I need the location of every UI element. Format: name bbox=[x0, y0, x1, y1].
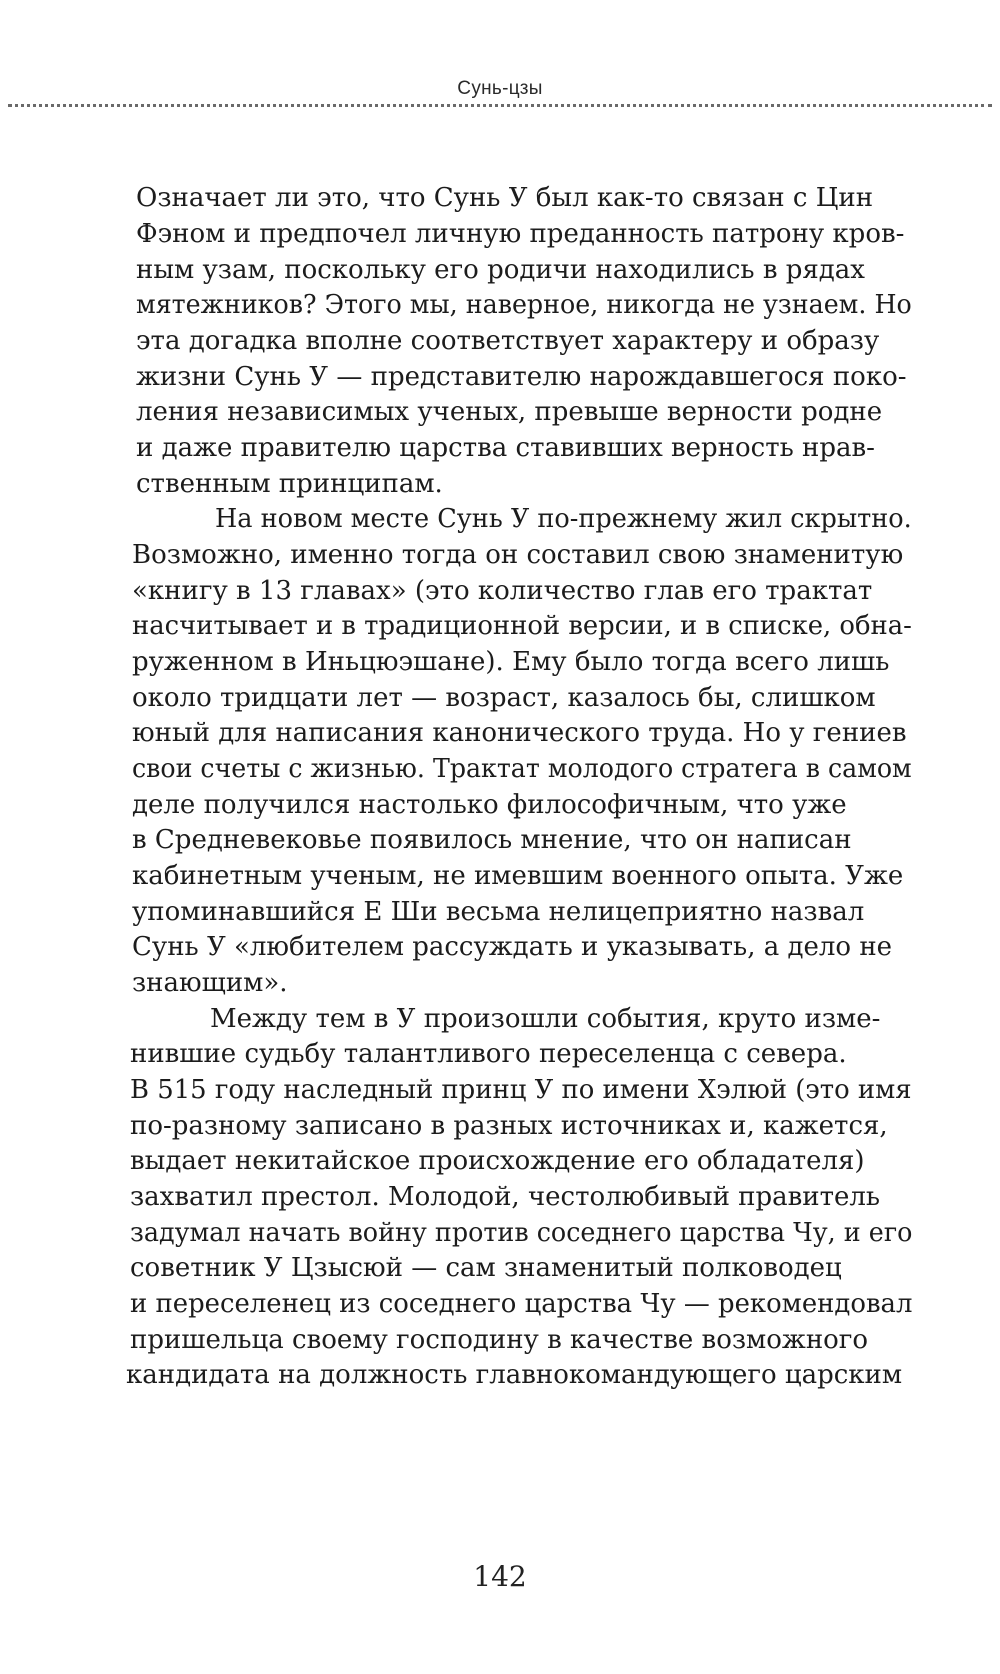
text-line: пришельца своему господину в качестве возможного bbox=[130, 1325, 869, 1355]
text-line: свои счеты с жизнью. Трактат молодого стратега в самом bbox=[132, 754, 912, 784]
text-line: мятежников? Этого мы, наверное, никогда не узнаем. Но bbox=[136, 290, 912, 320]
text-line: захватил престол. Молодой, честолюбивый правитель bbox=[130, 1182, 881, 1212]
header-dotted-rule bbox=[8, 104, 992, 107]
text-line: Фэном и предпочел личную преданность патрону кров- bbox=[136, 219, 905, 249]
text-line: насчитывает и в традиционной версии, и в списке, обна- bbox=[132, 611, 912, 641]
text-line: На новом месте Сунь У по-прежнему жил скрытно. bbox=[215, 504, 912, 534]
text-line: кабинетным ученым, не имевшим военного опыта. Уже bbox=[132, 861, 904, 891]
text-line: ления независимых ученых, превыше верности родне bbox=[136, 397, 883, 427]
text-line: Означает ли это, что Сунь У был как-то связан с Цин bbox=[136, 183, 874, 213]
text-line: около тридцати лет — возраст, казалось бы, слишком bbox=[132, 683, 876, 713]
text-line: руженном в Иньцюэшане). Ему было тогда всего лишь bbox=[132, 647, 890, 677]
text-line: задумал начать войну против соседнего царства Чу, и его bbox=[130, 1218, 913, 1248]
text-line: деле получился настолько философичным, что уже bbox=[132, 790, 847, 820]
text-line: советник У Цзысюй — сам знаменитый полководец bbox=[130, 1253, 842, 1283]
text-line: ным узам, поскольку его родичи находились в рядах bbox=[136, 255, 865, 285]
text-line: ственным принципам. bbox=[136, 469, 443, 499]
text-line: выдает некитайское происхождение его обладателя) bbox=[130, 1146, 865, 1176]
text-line: Возможно, именно тогда он составил свою знаменитую bbox=[132, 540, 904, 570]
text-line: знающим». bbox=[132, 968, 288, 998]
text-line: юный для написания канонического труда. Но у гениев bbox=[132, 718, 907, 748]
text-line: и переселенец из соседнего царства Чу — рекомендовал bbox=[130, 1289, 913, 1319]
text-line: и даже правителю царства ставивших верность нрав- bbox=[136, 433, 875, 463]
text-line: эта догадка вполне соответствует характеру и образу bbox=[136, 326, 880, 356]
running-header: Сунь-цзы bbox=[457, 78, 543, 99]
text-line: в Средневековье появилось мнение, что он написан bbox=[132, 825, 852, 855]
text-line: «книгу в 13 главах» (это количество глав его трактат bbox=[132, 576, 873, 606]
text-line: кандидата на должность главнокомандующего царским bbox=[126, 1360, 903, 1390]
text-line: Сунь У «любителем рассуждать и указывать, а дело не bbox=[132, 932, 893, 962]
text-line: Между тем в У произошли события, круто изме- bbox=[210, 1004, 881, 1034]
text-line: нившие судьбу талантливого переселенца с севера. bbox=[130, 1039, 847, 1069]
text-line: упоминавшийся Е Ши весьма нелицеприятно назвал bbox=[132, 897, 865, 927]
text-line: В 515 году наследный принц У по имени Хэлюй (это имя bbox=[130, 1075, 912, 1105]
page-number: 142 bbox=[473, 1560, 527, 1593]
text-line: по-разному записано в разных источниках и, кажется, bbox=[130, 1111, 888, 1141]
text-line: жизни Сунь У — представителю нарождавшегося поко- bbox=[136, 362, 907, 392]
